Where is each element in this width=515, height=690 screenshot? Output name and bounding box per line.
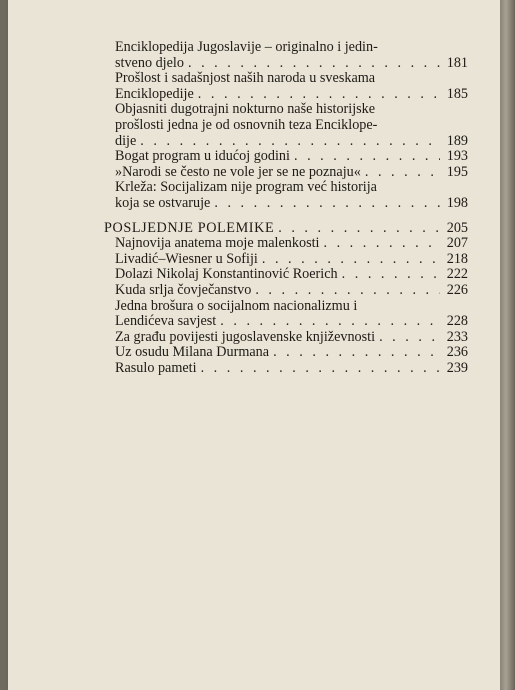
toc-entry-text: Krleža: Socijalizam nije program već historija [115,180,377,196]
toc-page-number: 195 [446,163,468,180]
toc-entry-row [115,252,468,268]
toc-page-number: 226 [446,281,468,298]
toc-entry-text: Enciklopedije [115,85,194,102]
dot-leader [188,56,440,72]
toc-entry-text: POSLJEDNJE POLEMIKE [104,219,275,236]
toc-entry [104,236,468,252]
toc-entry-text: Rasulo pameti [115,359,197,376]
toc-page-number: 205 [446,219,468,236]
toc-entry [104,165,468,181]
toc-entry [104,345,468,361]
dot-leader [201,361,440,377]
toc-entry-text: stveno djelo [115,54,184,71]
toc-entry-row [115,196,468,212]
book-page [8,0,500,690]
dot-leader [255,283,440,299]
toc-entry-row [115,134,468,150]
dot-leader [214,196,440,212]
toc-section-heading [104,221,468,237]
dot-leader [140,134,440,150]
toc-entry [104,267,468,283]
dot-leader [379,330,440,346]
toc-entry-row [115,345,468,361]
toc-entry-row [115,56,468,72]
dot-leader [278,221,440,237]
dot-leader [323,236,440,252]
toc-page-number: 181 [446,54,468,71]
toc-entry-text: »Narodi se često ne vole jer se ne poznaju« [115,163,361,180]
toc-entry-text: Enciklopedija Jugoslavije – originalno i jedin- [115,40,378,55]
toc-entry-row [115,87,468,103]
dot-leader [273,345,440,361]
page-edge [500,0,515,690]
toc-entry [104,149,468,165]
toc-entry-text: prošlosti jedna je od osnovnih teza Enciklope- [115,117,378,133]
toc-page-number: 228 [446,313,468,330]
toc-page-number: 193 [446,148,468,165]
toc-entry-text: dije [115,132,137,149]
toc-entry [104,180,468,211]
toc-entry-row [115,283,468,299]
toc-page-number: 198 [446,194,468,211]
toc-entry-text: Dolazi Nikolaj Konstantinović Roerich [115,266,338,283]
toc-entry-text: Za građu povijesti jugoslavenske književnosti [115,328,376,345]
toc-page-number: 218 [446,250,468,267]
dot-leader [365,165,440,181]
toc-entry [104,252,468,268]
table-of-contents [104,40,468,376]
toc-entry-text: Lendićeva savjest [115,313,217,330]
toc-entry-text: Objasniti dugotrajni nokturno naše historijske [115,102,376,118]
toc-entry-text: Kuda srlja čovječanstvo [115,281,252,298]
toc-entry-row [115,149,468,165]
toc-entry [104,299,468,330]
dot-leader [294,149,440,165]
toc-page-number: 189 [446,132,468,149]
toc-entry-text: Livadić–Wiesner u Sofiji [115,250,258,267]
toc-entry [104,102,468,149]
toc-entry-text: Prošlost i sadašnjost naših naroda u sveskama [115,71,376,87]
toc-entry [104,283,468,299]
dot-leader [262,252,440,268]
toc-entry-row [115,236,468,252]
toc-page-number: 233 [446,328,468,345]
toc-page-number: 239 [446,359,468,376]
toc-entry [104,361,468,377]
dot-leader [220,314,440,330]
toc-entry-row [115,165,468,181]
toc-entry-row [115,267,468,283]
toc-entry [104,71,468,102]
toc-entry [104,330,468,346]
toc-entry-text: Jedna brošura o socijalnom nacionalizmu i [115,298,358,314]
toc-entry-row [104,221,468,237]
toc-entry-text: Bogat program u idućoj godini [115,148,290,165]
dot-leader [342,267,440,283]
toc-entry-text: Najnovija anatema moje malenkosti [115,235,320,252]
toc-entry-row [115,314,468,330]
toc-entry [104,40,468,71]
toc-entry-text: Uz osudu Milana Durmana [115,344,270,361]
toc-page-number: 236 [446,344,468,361]
dot-leader [198,87,440,103]
toc-page-number: 207 [446,235,468,252]
toc-entry-row [115,361,468,377]
toc-page-number: 222 [446,266,468,283]
toc-entry-row [115,330,468,346]
toc-page-number: 185 [446,85,468,102]
toc-entry-text: koja se ostvaruje [115,194,211,211]
